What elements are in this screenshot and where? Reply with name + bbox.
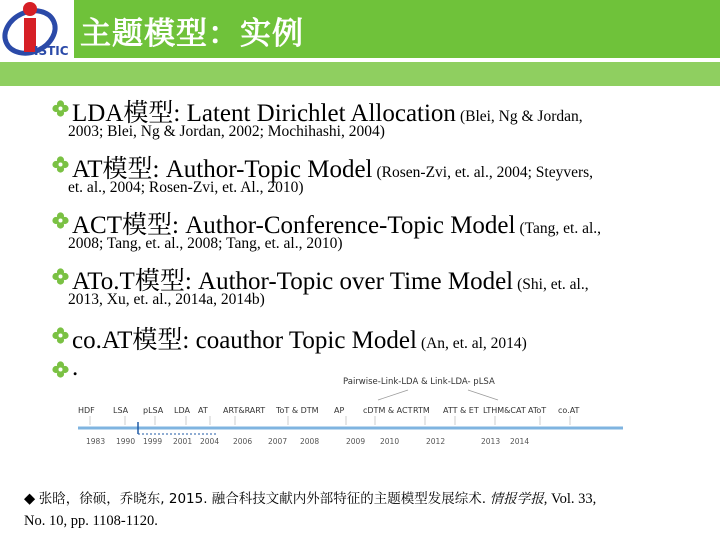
timeline-model-label: AP xyxy=(334,406,345,415)
model-ref: (Rosen-Zvi, et. al., 2004; Steyvers, xyxy=(376,164,594,181)
title-underline-strip xyxy=(0,62,720,86)
model-name: ACT模型: Author-Conference-Topic Model xyxy=(72,212,516,239)
footnote-bullet-icon: ◆ xyxy=(24,491,36,507)
model-ref-cont: 2013, Xu, et. al., 2014a, 2014b) xyxy=(68,291,265,308)
slide-title: 主题模型：实例 xyxy=(80,16,304,52)
model-ref-cont: 2008; Tang, et. al., 2008; Tang, et. al., 2010) xyxy=(68,235,343,252)
timeline-model-label: ART&RART xyxy=(223,406,266,415)
timeline-model-label: ToT & DTM xyxy=(276,406,319,415)
model-name: co.AT模型: coauthor Topic Model xyxy=(72,327,417,354)
model-name: AT模型: Author-Topic Model xyxy=(72,156,373,183)
model-ref: (Tang, et. al., xyxy=(519,220,602,237)
timeline-year-label: 2008 xyxy=(300,437,320,446)
timeline-model-label: pLSA xyxy=(143,406,164,415)
model-ref-cont: 2003; Blei, Ng & Jordan, 2002; Mochihashi, 2004) xyxy=(68,123,385,140)
timeline-model-label: LSA xyxy=(113,406,129,415)
model-timeline xyxy=(78,370,623,450)
slide-header xyxy=(0,0,720,86)
timeline-year-label: 1999 xyxy=(143,437,163,446)
timeline-model-label: ATT & ET xyxy=(443,406,479,415)
timeline-year-label: 2007 xyxy=(268,437,288,446)
timeline-year-label: 2009 xyxy=(346,437,366,446)
timeline-model-label: HDF xyxy=(78,406,95,415)
model-ref: (An, et. al, 2014) xyxy=(420,335,527,352)
timeline-year-label: 2004 xyxy=(200,437,220,446)
model-name: ATo.T模型: Author-Topic over Time Model xyxy=(72,268,514,295)
footnote-journal: 情报学报 xyxy=(489,491,544,507)
timeline-model-label: LTHM&CAT xyxy=(483,406,526,415)
timeline-year-label: 2012 xyxy=(426,437,446,446)
model-ref: (Blei, Ng & Jordan, xyxy=(459,108,583,125)
model-ref: (Shi, et. al., xyxy=(517,276,589,293)
timeline-year-label: 2006 xyxy=(233,437,253,446)
diamond-bullet-icon xyxy=(52,100,69,117)
timeline-year-label: 1990 xyxy=(116,437,136,446)
timeline-model-label: LDA xyxy=(174,406,190,415)
timeline-year-label: 2013 xyxy=(481,437,501,446)
footnote-line2: No. 10, pp. 1108-1120. xyxy=(24,513,158,529)
timeline-top-label: Pairwise-Link-LDA & Link-LDA- pLSA xyxy=(343,377,495,387)
model-ref-cont: et. al., 2004; Rosen-Zvi, et. Al., 2010) xyxy=(68,179,304,196)
footnote-tail: , Vol. 33, xyxy=(543,491,597,507)
diamond-bullet-icon xyxy=(52,212,69,229)
timeline-model-label: RTM xyxy=(413,406,430,415)
timeline-model-label: AToT xyxy=(528,406,547,415)
istic-logo xyxy=(0,0,78,62)
timeline-year-label: 2010 xyxy=(380,437,400,446)
reference-footnote xyxy=(24,488,714,532)
timeline-year-label: 2001 xyxy=(173,437,193,446)
diamond-bullet-icon xyxy=(52,361,69,378)
timeline-model-label: co.AT xyxy=(558,406,580,415)
footnote-text: 张晗，徐硕，乔晓东, 2015. 融合科技文献内外部特征的主题模型发展综术. xyxy=(38,491,487,507)
timeline-model-label: cDTM & ACT xyxy=(363,406,413,415)
diamond-bullet-icon xyxy=(52,268,69,285)
model-name: LDA模型: Latent Dirichlet Allocation xyxy=(72,100,456,127)
diamond-bullet-icon xyxy=(52,327,69,344)
timeline-model-label: AT xyxy=(198,406,208,415)
timeline-year-label: 1983 xyxy=(86,437,106,446)
timeline-year-label: 2014 xyxy=(510,437,530,446)
model-name: . xyxy=(72,354,79,381)
diamond-bullet-icon xyxy=(52,156,69,173)
svg-text:ISTIC: ISTIC xyxy=(34,44,69,58)
